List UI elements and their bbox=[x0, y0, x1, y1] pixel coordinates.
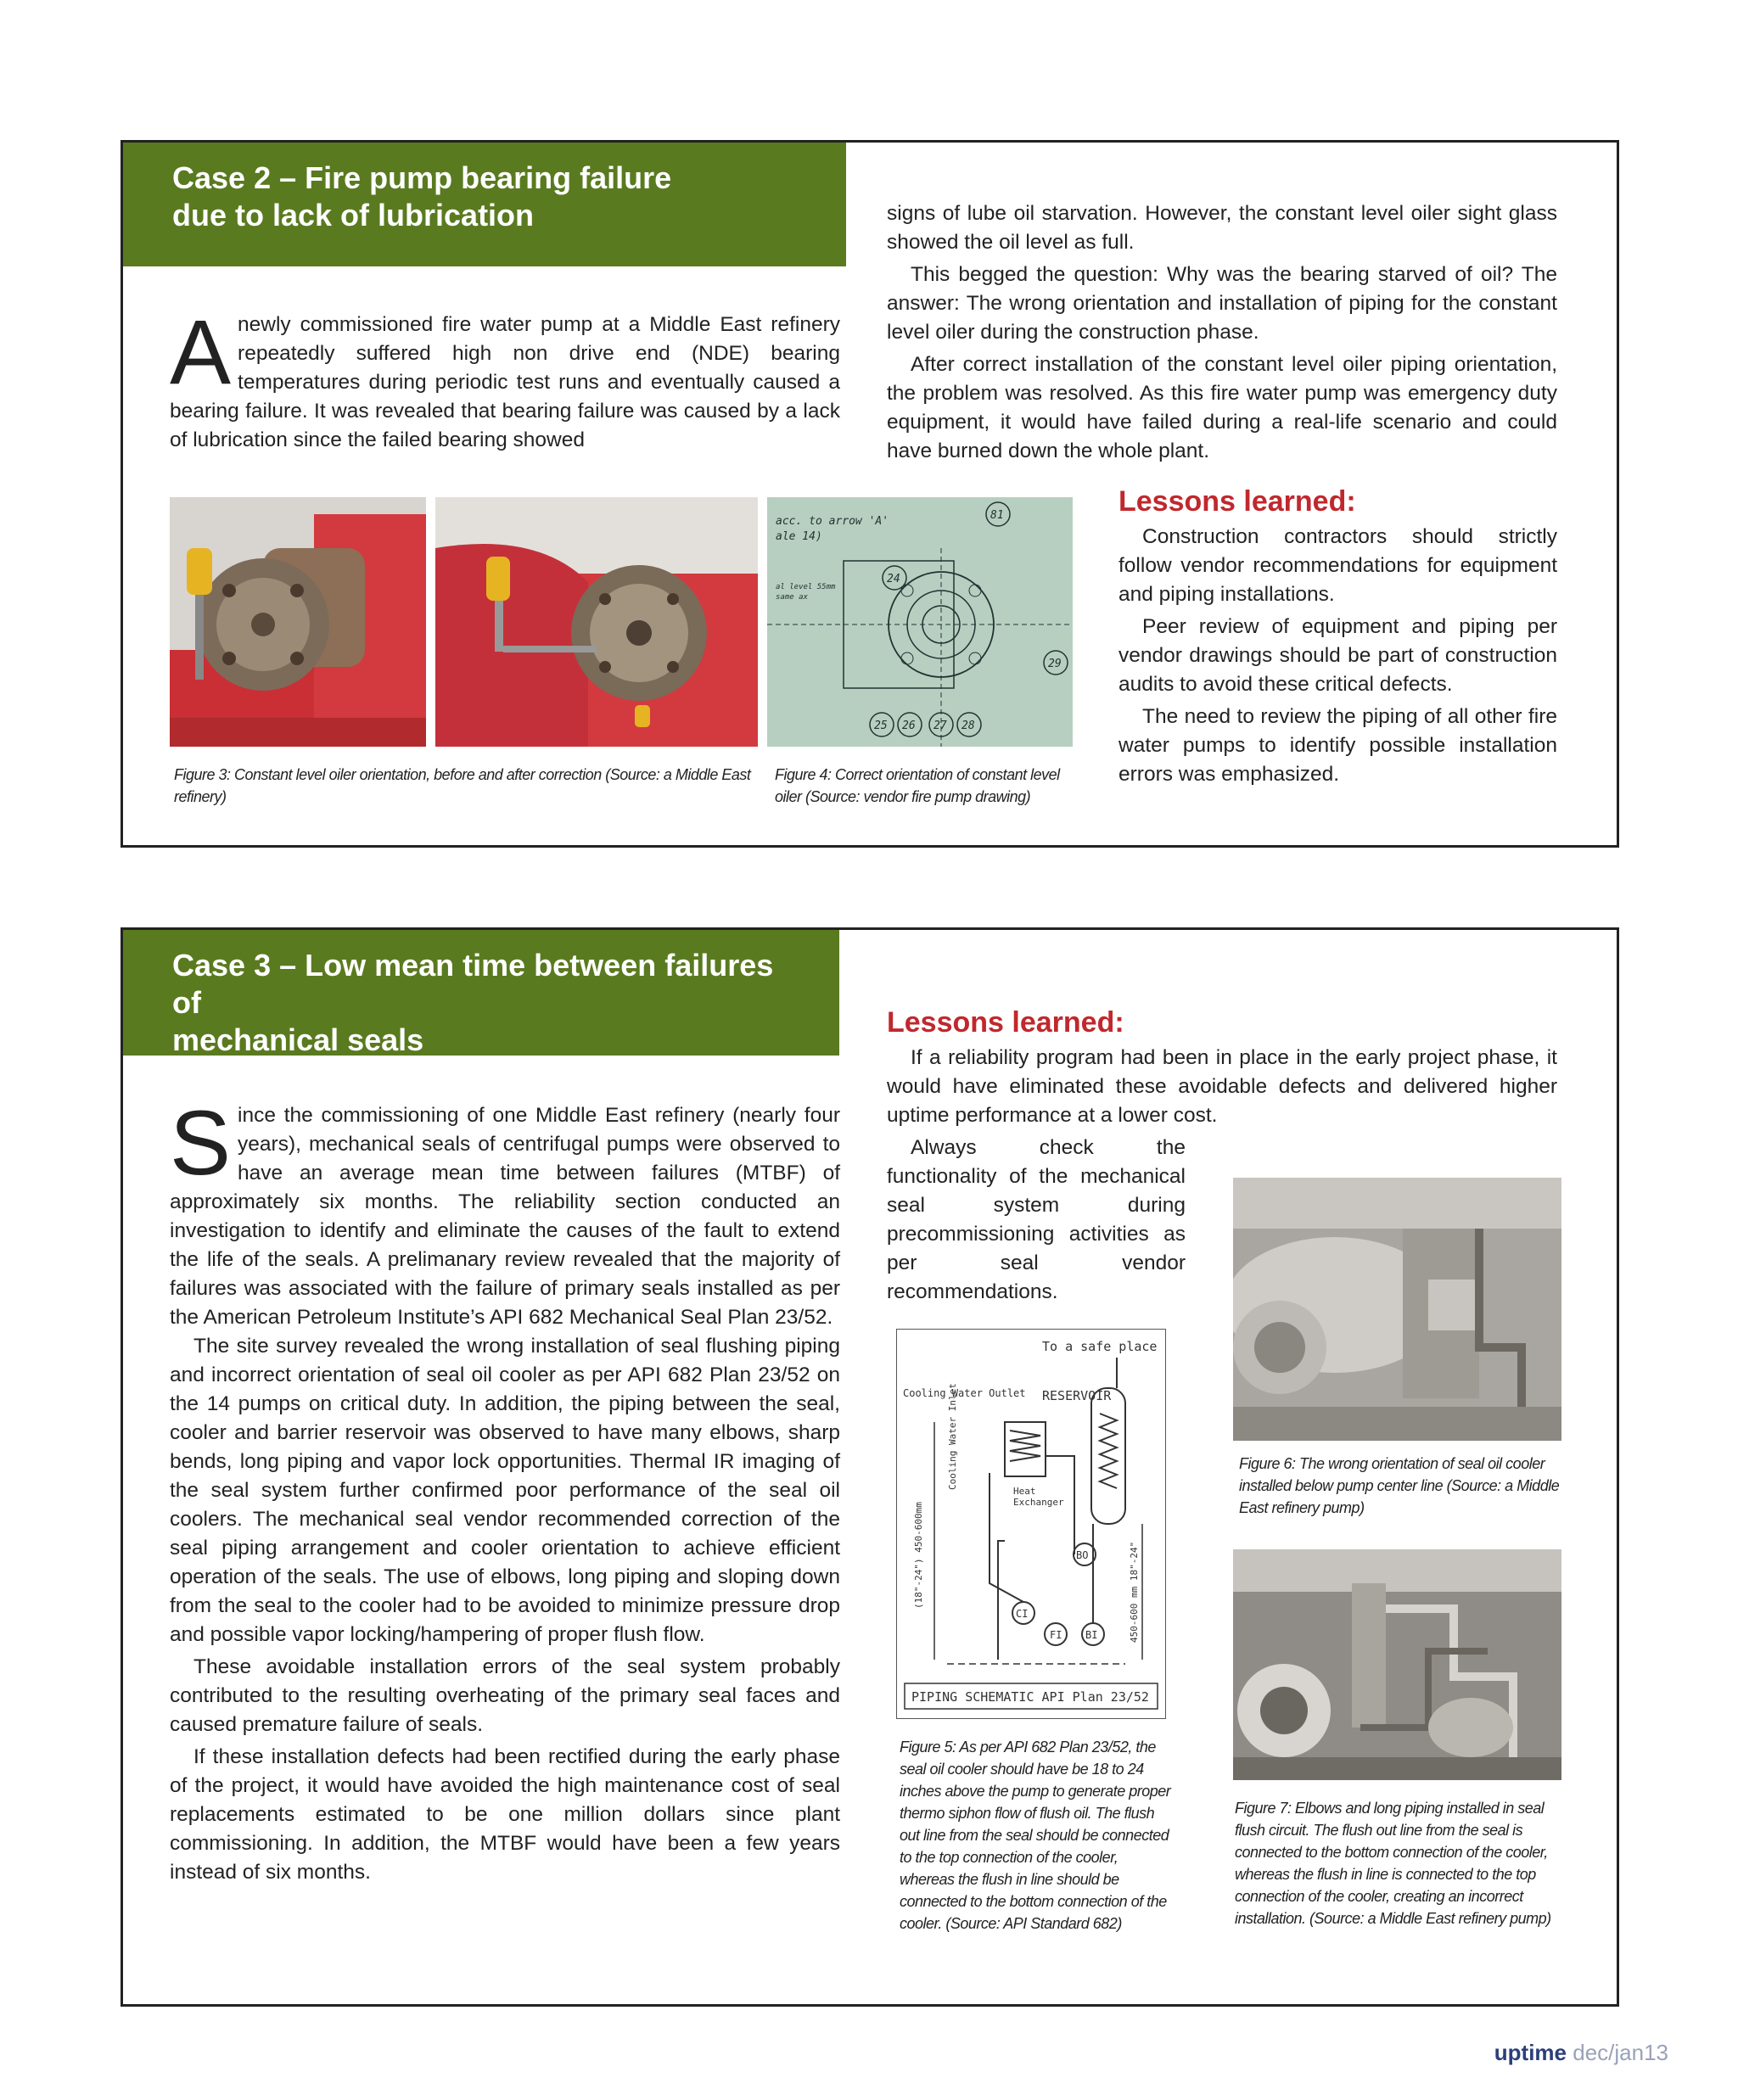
figure6-photo bbox=[1233, 1178, 1561, 1441]
drawing-note-1: acc. to arrow 'A' bbox=[776, 515, 889, 528]
drawing-note-4: same ax bbox=[776, 593, 808, 602]
case2-title-line2: due to lack of lubrication bbox=[172, 198, 535, 232]
schematic-reservoir: RESERVOIR bbox=[1042, 1388, 1112, 1403]
schematic-footer: PIPING SCHEMATIC API Plan 23/52 bbox=[911, 1689, 1149, 1705]
figure4-caption: Figure 4: Correct orientation of constant level oiler (Source: vendor fire pump drawing) bbox=[775, 766, 1060, 805]
figure5-caption: Figure 5: As per API 682 Plan 23/52, the seal oil cooler should have be 18 to 24 inches above the pump to generate proper thermo siphon flow of flush oil. The flush out line from the seal should be connected to the top connection of the cooler, whereas the flush in line should be connected to the bottom connection of the cooler. (Source: API Standard 682) bbox=[900, 1739, 1171, 1932]
figure7-caption: Figure 7: Elbows and long piping installed in seal flush circuit. The flush out line from the seal is connected to the bottom connection of the cooler, whereas the flush in line is connected to the top connection of the cooler, creating an incorrect installation. (Source: a Middle East refinery pump) bbox=[1235, 1800, 1551, 1927]
case3-paragraph-4: If these installation defects had been rectified during the early phase of the project, it would have avoided the high maintenance cost of seal replacements estimated to be one million dollars since plant commissioning. In addition, the MTBF would have been a few years instead of six months. bbox=[170, 1745, 840, 1884]
schematic-bi: BI bbox=[1085, 1629, 1098, 1641]
case3-title-banner bbox=[123, 930, 839, 1056]
case2-right-column bbox=[887, 199, 1557, 466]
case2-paragraph-1 bbox=[170, 300, 840, 455]
case2-paragraph-4: After correct installation of the constant level oiler piping orientation, the problem was resolved. As this fire water pump was emergency duty equipment, it would have failed during a real-life scenario and could have burned down the whole plant. bbox=[887, 353, 1557, 462]
figure3-photo-after bbox=[435, 497, 758, 747]
seal-flush-piping-photo-illustration bbox=[1233, 1549, 1561, 1780]
schematic-dim-right: 450-600 mm 18"-24" bbox=[1129, 1541, 1140, 1643]
case3-lesson-2: Always check the functionality of the mechanical seal system during precommissioning activities as per seal vendor recommendations. bbox=[887, 1136, 1186, 1303]
figure3-caption: Figure 3: Constant level oiler orientation, before and after correction (Source: a Middle East refinery) bbox=[174, 766, 751, 805]
case2-left-column bbox=[170, 300, 840, 455]
case3-paragraph-1 bbox=[170, 1091, 840, 1332]
case2-lesson-1: Construction contractors should strictly follow vendor recommendations for equipment and piping installations. bbox=[1118, 525, 1557, 606]
case2-title-line1: Case 2 – Fire pump bearing failure bbox=[172, 160, 672, 195]
figure3-photo-before bbox=[170, 497, 426, 747]
schematic-ci: CI bbox=[1016, 1608, 1029, 1620]
case3-title-line1: Case 3 – Low mean time between failures of bbox=[172, 948, 774, 1020]
page-footer bbox=[1494, 2040, 1668, 2066]
case2-title-banner bbox=[123, 143, 846, 266]
schematic-safe-place: To a safe place bbox=[1042, 1339, 1158, 1354]
drawing-note-2: ale 14) bbox=[776, 530, 822, 543]
figure4-vendor-drawing bbox=[767, 497, 1073, 747]
case3-lessons-title: Lessons learned: bbox=[887, 1006, 1124, 1039]
case2-para1-text: newly commissioned fire water pump at a Middle East refinery repeatedly suffered high non drive end (NDE) bearing temperatures during periodic test runs and eventually caused a bearing failure. It was revealed that bearing failure was caused by a lack of lubrication since the failed bearing showed bbox=[170, 313, 840, 451]
case3-left-column bbox=[170, 1091, 840, 1887]
case2-lessons bbox=[1118, 484, 1557, 789]
schematic-bo: BO bbox=[1076, 1549, 1089, 1561]
drawing-label-29: 29 bbox=[1048, 658, 1062, 670]
case2-lessons-title: Lessons learned: bbox=[1118, 485, 1356, 518]
case2-lesson-2: Peer review of equipment and piping per vendor drawings should be part of construction audits to avoid these critical defects. bbox=[1118, 615, 1557, 696]
drawing-label-81: 81 bbox=[990, 509, 1004, 522]
schematic-heat-2: Exchanger bbox=[1013, 1497, 1064, 1508]
case2-lesson-3: The need to review the piping of all other fire water pumps to identify possible installation errors was emphasized. bbox=[1118, 705, 1557, 786]
case2-paragraph-2: signs of lube oil starvation. However, the constant level oiler sight glass showed the oil level as full. bbox=[887, 202, 1557, 254]
pump-after-illustration bbox=[435, 497, 758, 747]
schematic-cooling-outlet: Cooling Water Outlet bbox=[903, 1387, 1026, 1399]
api-plan-schematic-illustration bbox=[896, 1329, 1166, 1719]
drawing-label-27: 27 bbox=[933, 720, 947, 732]
case3-dropcap: S bbox=[170, 1091, 232, 1194]
case2-dropcap: A bbox=[170, 300, 232, 403]
drawing-label-28: 28 bbox=[962, 720, 975, 732]
figure6-caption: Figure 6: The wrong orientation of seal oil cooler installed below pump center line (Source: a Middle East refinery pump) bbox=[1239, 1455, 1560, 1516]
figure5-piping-schematic bbox=[896, 1329, 1166, 1719]
case3-para1-text: ince the commissioning of one Middle East refinery (nearly four years), mechanical seals of centrifugal pumps were observed to have an average mean time between failures (MTBF) of approximately six months. The reliability section conducted an investigation to identify and eliminate the causes of the fault to extend the life of the seals. A prelimanary review revealed that the majority of failures was associated with the failure of primary seals installed as per the American Petroleum Institute’s API 682 Mechanical Seal Plan 23/52. bbox=[170, 1104, 840, 1329]
case3-lessons-top bbox=[887, 1005, 1557, 1130]
case3-title-line2: mechanical seals bbox=[172, 1022, 424, 1057]
footer-issue: dec/jan13 bbox=[1573, 2040, 1668, 2065]
schematic-fi: FI bbox=[1050, 1629, 1062, 1641]
drawing-label-24: 24 bbox=[887, 573, 900, 585]
figure7-photo bbox=[1233, 1549, 1561, 1780]
case3-paragraph-2: The site survey revealed the wrong installation of seal flushing piping and incorrect orientation of seal oil cooler as per API 682 Plan 23/52 on the 14 pumps on critical duty. In addition, the piping between the seal, cooler and barrier reservoir was observed to have many elbows, sharp bends, long piping and vapor lock opportunities. Thermal IR imaging of the seal system further confirmed poor performance of the seal oil coolers. The mechanical seal vendor recommended correction of the seal piping arrangement and cooler orientation to achieve efficient operation of the seals. The use of elbows, long piping and sloping down from the seal to the cooler had to be avoided to minimize pressure drop and possible vapor locking/hampering of proper flush flow. bbox=[170, 1335, 840, 1646]
drawing-label-26: 26 bbox=[902, 720, 916, 732]
case3-paragraph-3: These avoidable installation errors of the seal system probably contributed to the resulting overheating of the primary seal faces and caused premature failure of seals. bbox=[170, 1655, 840, 1736]
case3-lessons-narrow bbox=[887, 1134, 1186, 1307]
pump-before-illustration bbox=[170, 497, 426, 747]
case3-lesson-1: If a reliability program had been in place in the early project phase, it would have eliminated these avoidable defects and delivered higher uptime performance at a lower cost. bbox=[887, 1046, 1557, 1127]
drawing-label-25: 25 bbox=[874, 720, 888, 732]
schematic-heat-1: Heat bbox=[1013, 1486, 1036, 1497]
schematic-dim-left: (18"-24") 450-600mm bbox=[913, 1502, 924, 1609]
footer-brand: uptime bbox=[1494, 2040, 1567, 2065]
schematic-cooling-inlet: Cooling Water Inlet bbox=[947, 1383, 958, 1490]
drawing-note-3: al level 55mm bbox=[776, 583, 836, 591]
case2-paragraph-3: This begged the question: Why was the bearing starved of oil? The answer: The wrong orientation and installation of piping for the constant level oiler during the construction phase. bbox=[887, 263, 1557, 344]
seal-cooler-photo-illustration bbox=[1233, 1178, 1561, 1441]
oiler-drawing-illustration bbox=[767, 497, 1073, 747]
